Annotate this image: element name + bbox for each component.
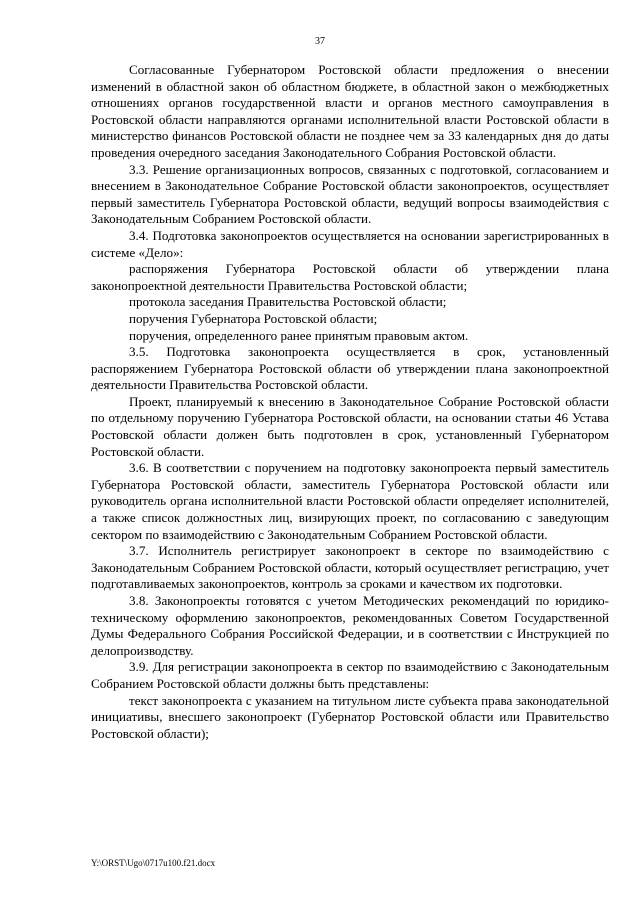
paragraph-3-5: 3.5. Подготовка законопроекта осуществляется в срок, установленный распоряжением Губернатора Ростовской области об утверждении плана законопроектной деятельности Правительства Ростовской области. (91, 344, 609, 393)
paragraph-3-6: 3.6. В соответствии с поручением на подготовку законопроекта первый заместитель Губернатора Ростовской области, заместитель Губернатора Ростовской области или руководитель органа исполнительной власти Ростовской области определяет исполнителей, а также список должностных лиц, визирующих проект, по согласованию с заведующим сектором по взаимодействию с Законодательным Собранием Ростовской области. (91, 460, 609, 542)
paragraph-3-3: 3.3. Решение организационных вопросов, связанных с подготовкой, согласованием и внесением в Законодательное Собрание Ростовской области законопроектов, осуществляет первый заместитель Губернатора Ростовской области, ведущий вопросы взаимодействия с Законодательным Собранием Ростовской области. (91, 161, 609, 227)
document-body (91, 62, 609, 742)
page-number: 37 (315, 36, 325, 47)
list-item-governor-instruction: поручения Губернатора Ростовской области; (129, 310, 378, 326)
list-item-governor-order: распоряжения Губернатора Ростовской области об утверждении плана законопроектной деятельности Правительства Ростовской области; (91, 261, 609, 293)
paragraph-project-deadline: Проект, планируемый к внесению в Законодательное Собрание Ростовской области по отдельному поручению Губернатора Ростовской области, на основании статьи 46 Устава Ростовской области должен быть подготовлен в срок, установленный Губернатором Ростовской области. (91, 393, 609, 459)
list-item-meeting-protocol: протокола заседания Правительства Ростовской области; (129, 294, 447, 310)
list-item-legal-act-instruction: поручения, определенного ранее принятым правовым актом. (129, 327, 469, 343)
paragraph-3-9: 3.9. Для регистрации законопроекта в сектор по взаимодействию с Законодательным Собранием Ростовской области должны быть представлены: (91, 659, 609, 691)
list-item-bill-text: текст законопроекта с указанием на титульном листе субъекта права законодательной инициативы, внесшего законопроект (Губернатор Ростовской области или Правительство Ростовской области); (91, 692, 609, 741)
paragraph-budget-proposals: Согласованные Губернатором Ростовской области предложения о внесении изменений в областной закон об областном бюджете, в областной закон о межбюджетных отношениях органов государственной власти и органов местного самоуправления в Ростовской области направляются органами исполнительной власти Ростовской области в министерство финансов Ростовской области не позднее чем за 33 календарных дня до даты проведения очередного заседания Законодательного Собрания Ростовской области. (91, 62, 609, 160)
paragraph-3-7: 3.7. Исполнитель регистрирует законопроект в секторе по взаимодействию с Законодательным Собранием Ростовской области, который осуществляет регистрацию, учет подготавливаемых законопроектов, контроль за сроками и качеством их подготовки. (91, 543, 609, 592)
paragraph-3-8: 3.8. Законопроекты готовятся с учетом Методических рекомендаций по юридико-техническому оформлению законопроектов, рекомендованных Советом Государственной Думы Федерального Собрания Российской Федерации, и в соответствии с Инструкцией по делопроизводству. (91, 593, 609, 658)
footer-file-path: Y:\ORST\Ugo\0717u100.f21.docx (91, 858, 216, 868)
paragraph-3-4: 3.4. Подготовка законопроектов осуществляется на основании зарегистрированных в системе «Дело»: (91, 227, 609, 260)
